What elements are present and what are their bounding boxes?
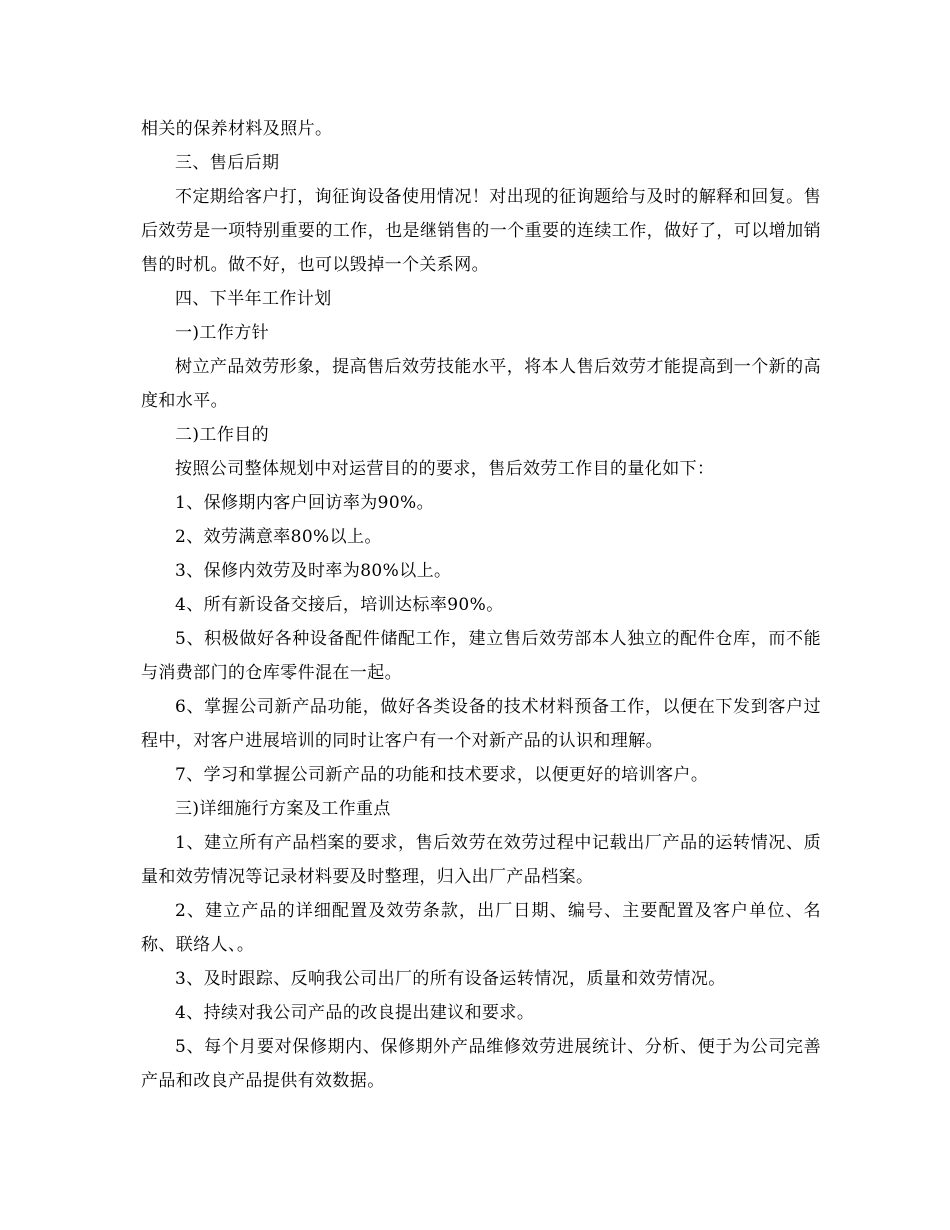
paragraph-3: 不定期给客户打，询征询设备使用情况！对出现的征询题给与及时的解释和回复。售后效劳是一项特别重要的工作，也是继销售的一个重要的连续工作，做好了，可以增加销售的时机。做不好，也可以毁掉一个关系网。 [141, 187, 821, 275]
subheading-work-policy: 一)工作方针 [175, 323, 270, 343]
paragraph-8: 按照公司整体规划中对运营目的的要求，售后效劳工作目的量化如下： [175, 459, 715, 479]
list-item-goal-4: 4、所有新设备交接后，培训达标率90%。 [175, 595, 504, 615]
list-item-plan-1: 1、建立所有产品档案的要求，售后效劳在效劳过程中记载出厂产品的运转情况、质量和效劳情况等记录材料要及时整理，归入出厂产品档案。 [141, 833, 821, 887]
list-item-plan-4: 4、持续对我公司产品的改良提出建议和要求。 [175, 1003, 535, 1023]
list-item-goal-5: 5、积极做好各种设备配件储配工作，建立售后效劳部本人独立的配件仓库，而不能与消费部门的仓库零件混在一起。 [141, 629, 821, 683]
paragraph-1: 相关的保养材料及照片。 [141, 119, 333, 139]
subheading-work-goals: 二)工作目的 [175, 425, 270, 445]
list-item-plan-5: 5、每个月要对保修期内、保修期外产品维修效劳进展统计、分析、便于为公司完善产品和改良产品提供有效数据。 [141, 1037, 821, 1091]
list-item-goal-6: 6、掌握公司新产品功能，做好各类设备的技术材料预备工作，以便在下发到客户过程中，对客户进展培训的同时让客户有一个对新产品的认识和理解。 [141, 697, 821, 751]
document-body [141, 112, 821, 1098]
paragraph-6: 树立产品效劳形象，提高售后效劳技能水平，将本人售后效劳才能提高到一个新的高度和水平。 [141, 357, 821, 411]
section-heading-after-sales-later: 三、售后后期 [175, 153, 280, 173]
list-item-goal-1: 1、保修期内客户回访率为90%。 [175, 493, 435, 513]
section-heading-second-half-plan: 四、下半年工作计划 [175, 289, 332, 309]
list-item-goal-7: 7、学习和掌握公司新产品的功能和技术要求，以便更好的培训客户。 [175, 765, 709, 785]
list-item-goal-2: 2、效劳满意率80%以上。 [175, 527, 382, 547]
list-item-plan-2: 2、建立产品的详细配置及效劳条款，出厂日期、编号、主要配置及客户单位、名称、联络人、。 [141, 901, 821, 955]
list-item-plan-3: 3、及时跟踪、反响我公司出厂的所有设备运转情况，质量和效劳情况。 [175, 969, 726, 989]
list-item-goal-3: 3、保修内效劳及时率为80%以上。 [175, 561, 452, 581]
subheading-implementation-plan: 三)详细施行方案及工作重点 [175, 799, 391, 819]
